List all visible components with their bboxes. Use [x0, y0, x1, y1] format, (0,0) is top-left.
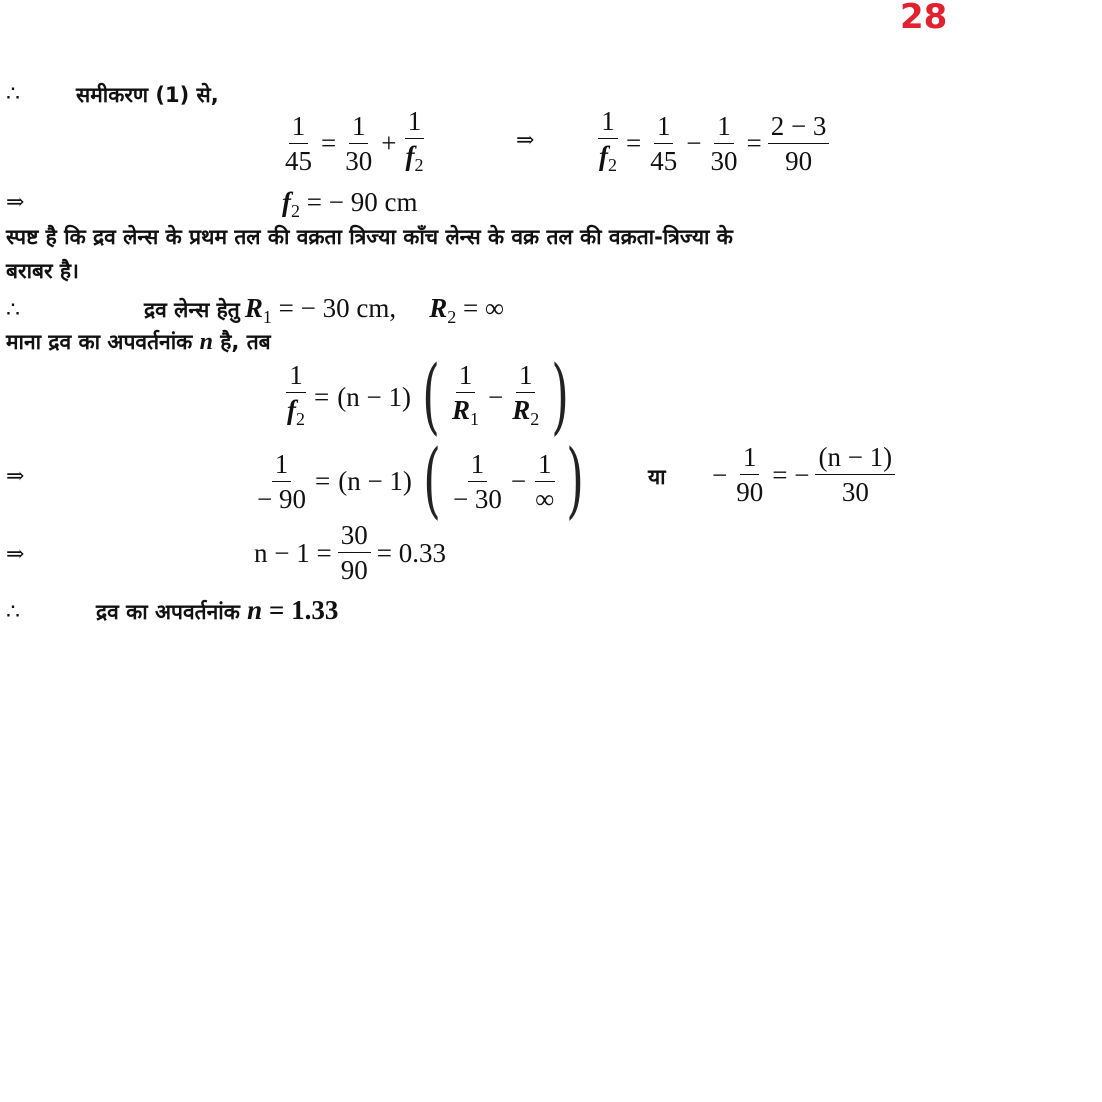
page-number: 28	[900, 0, 948, 37]
left-parenthesis: (	[423, 433, 441, 528]
right-parenthesis: )	[566, 433, 585, 528]
final-answer: द्रव का अपवर्तनांक n = 1.33	[96, 595, 339, 625]
fraction: $\frac{1}{f_2}$	[599, 106, 617, 175]
implies-symbol: ⇒	[6, 464, 25, 489]
left-parenthesis: (	[422, 349, 440, 444]
fraction: $\frac{1}{f_2}$	[405, 106, 424, 175]
equation-substitution: $\frac{1}{- 90}$ = (n − 1) ( $\frac{1}{- 30}$ − $\frac{1}{\infty}$ )	[252, 440, 591, 522]
equation-n-minus-one: n − 1 = $\frac{30}{90}$ = 0.33	[254, 520, 446, 585]
implies-symbol: ⇒	[516, 128, 535, 153]
fraction: $\frac{1}{\infty}$	[535, 448, 555, 514]
fraction: $\frac{(n - 1)}{30}$	[815, 440, 895, 509]
therefore-symbol: ∴	[6, 82, 20, 107]
fraction: $\frac{1}{45}$	[650, 110, 678, 176]
equation-substitution-alt: − $\frac{1}{90}$ = − $\frac{(n - 1)}{30}$	[708, 440, 897, 509]
fraction: $\frac{1}{45}$	[285, 110, 312, 176]
equation-radii: द्रव लेन्स हेतु $R_1$ = − 30 cm, $R_2$ = ∞	[144, 293, 505, 327]
fraction: $\frac{1}{f_2}$	[287, 360, 305, 429]
right-parenthesis: )	[551, 349, 570, 444]
equation-f2-result: $f_2$ = − 90 cm	[282, 187, 418, 221]
therefore-symbol: ∴	[6, 298, 20, 323]
fraction: $\frac{1}{30}$	[345, 110, 373, 176]
therefore-symbol: ∴	[6, 600, 20, 625]
implies-symbol: ⇒	[6, 542, 25, 567]
fraction: $\frac{2 - 3}{90}$	[768, 109, 830, 178]
fraction: $\frac{1}{R_1}$	[451, 360, 479, 429]
fraction: $\frac{1}{90}$	[736, 442, 764, 507]
fraction: $\frac{1}{- 30}$	[452, 448, 502, 514]
equation-lens-formula-1: $\frac{1}{45}$ = $\frac{1}{30}$ + $\frac{1}{f_2}$	[280, 104, 428, 182]
ya-or-text: या	[648, 465, 666, 489]
equation-lens-maker: $\frac{1}{f_2}$ = (n − 1) ( $\frac{1}{R_1}$ − $\frac{1}{R_2}$ )	[282, 356, 576, 438]
explanation-paragraph-line-2: बराबर है।	[6, 259, 80, 283]
fraction: $\frac{1}{- 90}$	[257, 448, 306, 514]
fraction: $\frac{30}{90}$	[338, 518, 371, 587]
explanation-paragraph-line-1: स्पष्ट है कि द्रव लेन्स के प्रथम तल की वक्रता त्रिज्या काँच लेन्स के वक्र तल की वक्रता-त्रिज्या के	[6, 225, 733, 249]
fraction: $\frac{1}{R_2}$	[512, 360, 540, 429]
equation-reference-text: समीकरण (1) से,	[76, 83, 219, 107]
assumption-text: माना द्रव का अपवर्तनांक n है, तब	[6, 329, 271, 355]
fraction: $\frac{1}{30}$	[710, 110, 738, 176]
implies-symbol: ⇒	[6, 190, 25, 215]
equation-lens-formula-1b: $\frac{1}{f_2}$ = $\frac{1}{45}$ − $\frac{1}{30}$ = $\frac{2 - 3}{90}$	[594, 104, 831, 182]
